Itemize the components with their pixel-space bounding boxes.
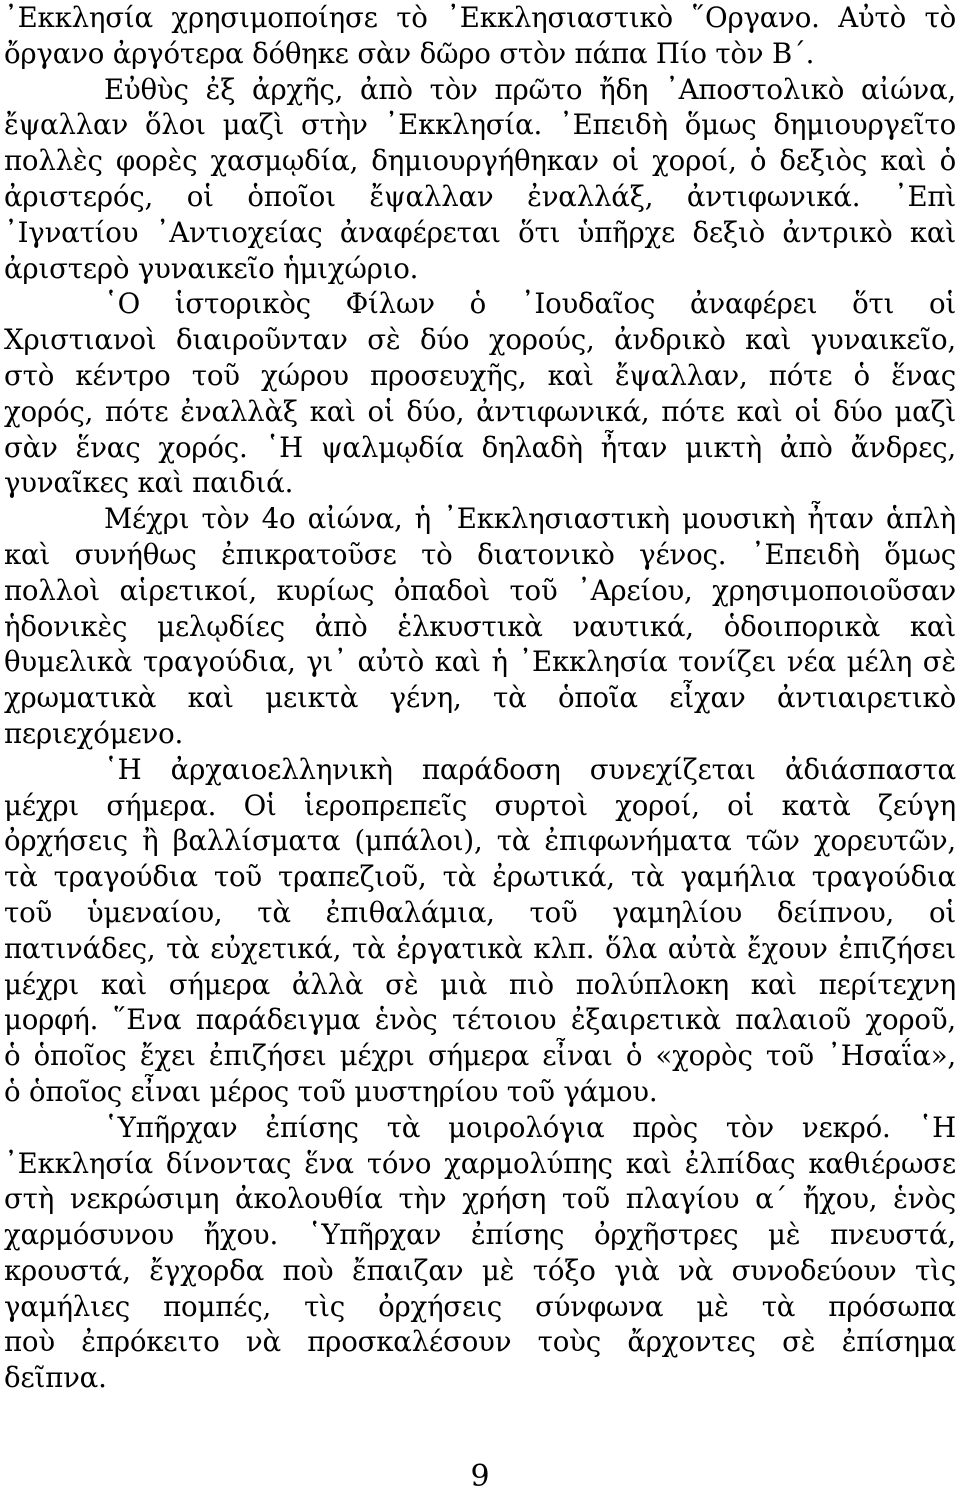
page-number: 9 <box>470 1459 490 1494</box>
text-line: ὄργανο ἀργότερα δόθηκε σὰν δῶρο στὸν πάπα Πίο τὸν Β΄. <box>4 36 815 70</box>
text-line: στὴ νεκρώσιμη ἀκολουθία τὴν χρήση τοῦ πλαγίου α΄ ἤχου, ἑνὸς <box>4 1182 956 1216</box>
text-line: ὁ ὁποῖος εἶναι μέρος τοῦ μυστηρίου τοῦ γάμου. <box>4 1074 658 1108</box>
text-line: πατινάδες, τὰ εὐχετικά, τὰ ἐργατικὰ κλπ. ὅλα αὐτὰ ἔχουν ἐπιζήσει <box>4 931 956 965</box>
text-line: μέχρι καὶ σήμερα ἀλλὰ σὲ μιὰ πιὸ πολύπλοκη καὶ περίτεχνη <box>4 967 956 1001</box>
text-line: ὀρχήσεις ἢ βαλλίσματα (μπάλοι), τὰ ἐπιφωνήματα τῶν χορευτῶν, <box>4 824 956 858</box>
text-line: πολλὲς φορὲς χασμῳδία, δημιουργήθηκαν οἱ χοροί, ὁ δεξιὸς καὶ ὁ <box>4 144 956 178</box>
text-line: Μέχρι τὸν 4ο αἰώνα, ἡ ᾿Εκκλησιαστικὴ μουσικὴ ἦταν ἁπλὴ <box>104 502 956 536</box>
text-line: θυμελικὰ τραγούδια, γι᾿ αὐτὸ καὶ ἡ ᾿Εκκλησία τονίζει νέα μέλη σὲ <box>4 645 956 679</box>
text-line: περιεχόμενο. <box>4 716 184 750</box>
text-line: ῾Η ἀρχαιοελληνικὴ παράδοση συνεχίζεται ἀδιάσπαστα <box>104 752 956 786</box>
text-line: ὁ ὁποῖος ἔχει ἐπιζήσει μέχρι σήμερα εἶναι ὁ «χορὸς τοῦ ᾿Ησαΐα», <box>4 1039 956 1073</box>
text-line: γυναῖκες καὶ παιδιά. <box>4 466 294 500</box>
text-line: ποὺ ἐπρόκειτο νὰ προσκαλέσουν τοὺς ἄρχοντες σὲ ἐπίσημα <box>4 1325 956 1359</box>
text-line: ἀριστερὸ γυναικεῖο ἡμιχώριο. <box>4 251 419 285</box>
text-line: ῾Υπῆρχαν ἐπίσης τὰ μοιρολόγια πρὸς τὸν νεκρό. ῾Η <box>104 1110 956 1144</box>
text-line: χορός, πότε ἐναλλὰξ καὶ οἱ δύο, ἀντιφωνικά, πότε καὶ οἱ δύο μαζὶ <box>4 394 956 428</box>
text-line: τοῦ ὑμεναίου, τὰ ἐπιθαλάμια, τοῦ γαμηλίου δείπνου, οἱ <box>4 895 956 929</box>
text-line: μέχρι σήμερα. Οἱ ἱεροπρεπεῖς συρτοὶ χοροί, οἱ κατὰ ζεύγη <box>4 788 956 822</box>
text-line: κρουστά, ἔγχορδα ποὺ ἔπαιζαν μὲ τόξο γιὰ νὰ συνοδεύουν τὶς <box>4 1253 956 1287</box>
text-line: ᾿Εκκλησία χρησιμοποίησε τὸ ᾿Εκκλησιαστικὸ ῞Οργανο. Αὐτὸ τὸ <box>4 1 956 34</box>
text-line: ἀριστερός, οἱ ὁποῖοι ἔψαλλαν ἐναλλάξ, ἀντιφωνικά. ᾿Επὶ <box>4 179 956 213</box>
text-line: τὰ τραγούδια τοῦ τραπεζιοῦ, τὰ ἐρωτικά, τὰ γαμήλια τραγούδια <box>4 860 956 894</box>
text-line: σὰν ἕνας χορός. ῾Η ψαλμῳδία δηλαδὴ ἦταν μικτὴ ἀπὸ ἄνδρες, <box>4 430 956 464</box>
text-line: στὸ κέντρο τοῦ χώρου προσευχῆς, καὶ ἔψαλλαν, πότε ὁ ἕνας <box>4 358 956 392</box>
text-line: πολλοὶ αἱρετικοί, κυρίως ὀπαδοὶ τοῦ ᾿Αρείου, χρησιμοποιοῦσαν <box>4 573 956 607</box>
text-line: καὶ συνήθως ἐπικρατοῦσε τὸ διατονικὸ γένος. ᾿Επειδὴ ὅμως <box>4 537 956 571</box>
text-line: ἔψαλλαν ὅλοι μαζὶ στὴν ᾿Εκκλησία. ᾿Επειδὴ ὅμως δημιουργεῖτο <box>4 108 956 142</box>
text-line: ῾Ο ἱστορικὸς Φίλων ὁ ᾿Ιουδαῖος ἀναφέρει ὅτι οἱ <box>104 287 956 321</box>
text-line: ᾿Ιγνατίου ᾿Αντιοχείας ἀναφέρεται ὅτι ὑπῆρχε δεξιὸ ἀντρικὸ καὶ <box>4 215 956 249</box>
text-line: ἡδονικὲς μελῳδίες ἀπὸ ἑλκυστικὰ ναυτικά, ὁδοιπορικὰ καὶ <box>4 609 956 643</box>
text-line: Εὐθὺς ἐξ ἀρχῆς, ἀπὸ τὸν πρῶτο ἤδη ᾿Αποστολικὸ αἰώνα, <box>104 72 956 106</box>
text-line: χαρμόσυνου ἤχου. ῾Υπῆρχαν ἐπίσης ὀρχῆστρες μὲ πνευστά, <box>4 1218 956 1252</box>
text-line: γαμήλιες πομπές, τὶς ὀρχήσεις σύνφωνα μὲ τὰ πρόσωπα <box>4 1289 956 1323</box>
text-line: ᾿Εκκλησία δίνοντας ἕνα τόνο χαρμολύπης καὶ ἐλπίδας καθιέρωσε <box>4 1146 956 1180</box>
text-line: μορφή. ῞Ενα παράδειγμα ἑνὸς τέτοιου ἐξαιρετικὰ παλαιοῦ χοροῦ, <box>4 1003 956 1037</box>
body-text <box>4 0 956 1396</box>
text-line: χρωματικὰ καὶ μεικτὰ γένη, τὰ ὁποῖα εἶχαν ἀντιαιρετικὸ <box>4 681 956 715</box>
text-line: δεῖπνα. <box>4 1361 107 1395</box>
text-line: Χριστιανοὶ διαιροῦνταν σὲ δύο χορούς, ἀνδρικὸ καὶ γυναικεῖο, <box>4 323 956 357</box>
